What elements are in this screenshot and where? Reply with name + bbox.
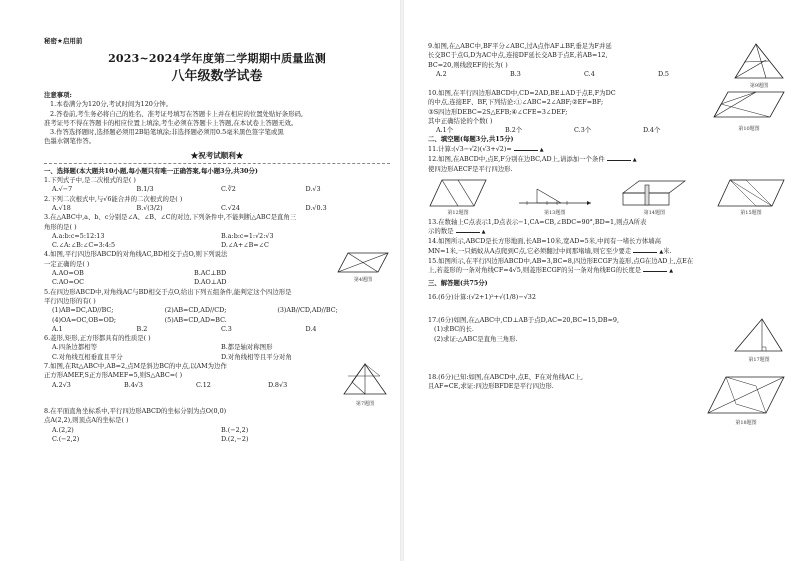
- parallelogram-ef-diagram: [428, 177, 488, 209]
- q3-options: [44, 241, 390, 250]
- altitude-triangle-diagram: [732, 316, 786, 356]
- option[interactable]: B.都是轴对称图形: [221, 343, 273, 352]
- q4-options: [44, 269, 336, 278]
- q7-row: [44, 362, 390, 407]
- option[interactable]: A.四条边都相等: [52, 343, 97, 352]
- figure-caption: 第12题图: [447, 209, 469, 216]
- notes-label: 注意事项:: [44, 91, 72, 99]
- option[interactable]: A.1个: [436, 126, 454, 135]
- answer-blank[interactable]: [607, 155, 631, 161]
- q1-text: 1.下列式子中,是二次根式的是( ): [44, 176, 136, 185]
- q10-figure: [712, 89, 786, 135]
- q7-figure: [340, 362, 390, 407]
- option[interactable]: A.2: [436, 69, 447, 78]
- q7-text-cont: 正方形AMEF,S正方形AMEF=5,则S△ABC=( ): [44, 371, 183, 380]
- q6-options: [44, 353, 390, 362]
- condition: (4)OA=OC,OB=OD;: [52, 315, 116, 324]
- q10-row: [428, 89, 786, 135]
- condition: (3)AB//CD,AD//BC;: [277, 306, 338, 315]
- wall-path-diagram: [621, 177, 687, 209]
- note-item: 3.作答选择题时,选择题必须用2B铅笔填涂;非选择题必须用0.5毫米黑色签字笔或黑: [50, 128, 284, 137]
- right-page: [404, 0, 794, 561]
- figure-strip: [428, 177, 786, 216]
- parallelogram-midpoint-diagram: [712, 89, 786, 125]
- option[interactable]: B.2: [136, 324, 148, 333]
- q5-conditions: [44, 306, 390, 315]
- q10-options: [428, 126, 712, 135]
- triangle-bisector-diagram: [732, 42, 786, 82]
- q13-text-cont: [428, 227, 786, 237]
- q5-options: [44, 325, 390, 334]
- option[interactable]: B.√(3/2): [136, 203, 163, 212]
- q15-text: 15.如图所示,在平行四边形ABCD中,AB=3,BC=8,四边形ECGF为菱形,点G在边AD上,点E在: [428, 256, 694, 265]
- q12-text: [428, 155, 786, 165]
- option[interactable]: B.4√3: [124, 380, 143, 389]
- triangle-icon: ▲: [632, 157, 637, 164]
- q3-options: [44, 232, 390, 241]
- q13-figure: [517, 177, 593, 216]
- q9-options: [428, 70, 732, 79]
- option[interactable]: B.3: [510, 69, 521, 78]
- q14-text-cont: [428, 247, 786, 257]
- q3-text: 3.在△ABC中,a、b、c分别是∠A、∠B、∠C的对边,下列条件中,不能判断△ABC是直角三: [44, 213, 297, 222]
- option[interactable]: C.3个: [574, 126, 592, 135]
- option[interactable]: D.√3: [305, 185, 321, 194]
- q15-figure: [716, 177, 786, 216]
- q4-row: [44, 250, 390, 287]
- option[interactable]: D.对角线相等且平分对角: [221, 352, 292, 361]
- triangle-icon: ▲: [659, 248, 664, 255]
- q7-text: 7.如图,在Rt△ABC中,AB=2,点M是斜边BC的中点,以AM为边作: [44, 362, 227, 371]
- figure-caption: 第15题图: [740, 209, 762, 216]
- figure-caption: 第10题图: [738, 126, 760, 132]
- section1-heading: 一、选择题(本大题共10小题,每小题只有唯一正确答案,每小题3分,共30分): [44, 166, 258, 175]
- q14-unit: 米.: [663, 246, 672, 255]
- option[interactable]: C.√24: [221, 203, 240, 212]
- q16-text: 16.(6分)计算:(√2+1)²+√(1/8)−√32: [428, 292, 536, 301]
- triangle-icon: ▲: [539, 146, 544, 153]
- q11-prompt: 11.计算:(√3−√2)(√3+√2)=: [428, 144, 512, 153]
- q17-text: 17.(6分)如图,在△ABC中,CD⊥AB于点D,AC=20,BC=15,DB=9,: [428, 316, 620, 325]
- option[interactable]: C.(−2,2): [52, 434, 80, 443]
- exam-subject: 八年级数学试卷: [171, 69, 263, 84]
- q11-text: [428, 145, 786, 155]
- option[interactable]: A.2√3: [52, 380, 71, 389]
- number-line-diagram: [517, 177, 593, 209]
- q9-text-cont: 长交BC于点G,D为AC中点,连接DF延长交AB于点E,若AB=12,: [428, 51, 608, 60]
- condition: (2)AB=CD,AD//CD;: [164, 306, 227, 315]
- section2-heading: 二、填空题(每题3分,共15分): [428, 135, 514, 144]
- q18-text: 18.(6分)已知:如图,在ABCD中,点E、F在对角线AC上,: [428, 373, 583, 382]
- answer-blank[interactable]: [643, 266, 667, 272]
- q17-part1: (1)求BC的长.: [434, 325, 474, 334]
- option[interactable]: D.AO⊥AD: [194, 278, 227, 287]
- triangle-icon: ▲: [669, 268, 674, 275]
- q9-text: 9.如图,在△ABC中,BF平分∠ABC,过A点作AF⊥BF,垂足为F并延: [428, 42, 612, 50]
- note-item: 2.答卷前,考生务必将自己的姓名、准考证号填写在答题卡上并在相应的位置处贴好条形码,: [50, 109, 304, 118]
- answer-blank[interactable]: [514, 145, 538, 151]
- option[interactable]: B.AC⊥BD: [194, 269, 227, 278]
- q2-options: [44, 204, 390, 213]
- option[interactable]: D.5: [658, 69, 669, 78]
- q4-figure: [336, 250, 390, 287]
- q2-text: 2.下列二次根式中,与√6能合并的二次根式的是( ): [44, 194, 183, 203]
- figure-caption: 第18题图: [735, 420, 757, 427]
- q17-part2: (2)求证:△ABC是直角三角形.: [434, 334, 518, 343]
- triangle-icon: ▲: [481, 228, 486, 235]
- q3-text-cont: 角形的是( ): [44, 222, 77, 231]
- note-item: 准考证号不得在答题卡的相应位置上填涂,考生必须在答题卡上答题,在本试卷上答题无效。: [44, 118, 298, 127]
- option[interactable]: D.4个: [643, 126, 661, 135]
- q12-prompt: 12.如图,在ABCD中,点E,F分别在边BC,AD上,请添加一个条件: [428, 155, 605, 164]
- option[interactable]: A.√18: [52, 203, 71, 212]
- option[interactable]: A.(2,2): [52, 425, 74, 434]
- q14-prompt: MN=1米,一只蚂蚁从A点爬到C点,它必须翻过中间那堵墙,则它至少要走: [428, 246, 632, 255]
- q5-conditions: [44, 316, 390, 325]
- option[interactable]: C.AO=OC: [52, 278, 85, 287]
- option[interactable]: A.√−7: [52, 185, 73, 194]
- q6-text: 6.菱形,矩形,正方形都具有的性质是( ): [44, 334, 151, 343]
- option[interactable]: C.3: [221, 324, 232, 333]
- parallelogram-diagram: [336, 250, 390, 276]
- secret-label: 秘密★启用前: [44, 37, 83, 45]
- option[interactable]: B.(−2,2): [221, 425, 249, 434]
- q8-text-cont: 点A(2,2),则顶点A的坐标是( ): [44, 416, 129, 425]
- q9-figure: [732, 42, 786, 89]
- q17-figure: [732, 316, 786, 363]
- figure-caption: 第13题图: [543, 209, 566, 216]
- right-triangle-square-diagram: [340, 362, 390, 400]
- q13-prompt: 示的数是: [428, 226, 454, 235]
- q8-options: [44, 426, 390, 435]
- q18-figure: [706, 373, 786, 426]
- q9-text-cont: BC=20,则线段EF的长为( ): [428, 60, 508, 69]
- option[interactable]: A.1: [52, 324, 63, 333]
- option[interactable]: D.∠A+∠B=∠C: [221, 241, 269, 250]
- q4-text: 4.如图,平行四边形ABCD的对角线AC,BD相交于点O,则下列说法: [44, 250, 228, 259]
- q8-text: 8.在平面直角坐标系中,平行四边形ABCD的坐标分别为点O(0,0): [44, 407, 227, 416]
- q12-text-cont: 使四边形AECF是平行四边形.: [428, 165, 513, 174]
- q18-text-cont: 且AF=CE,求证:四边形BFDE是平行四边形.: [428, 382, 554, 391]
- option[interactable]: D.4: [305, 324, 317, 333]
- option[interactable]: A.AO=OB: [52, 269, 84, 278]
- q15-text-cont: [428, 266, 786, 276]
- figure-caption: 第14题图: [643, 209, 665, 216]
- q1-options: [44, 185, 390, 194]
- q15-prompt: 上,若菱形的一条对角线CF=4√5,则菱形ECGF的另一条对角线EG的长度是: [428, 266, 642, 275]
- option[interactable]: C.对角线互相垂直且平分: [52, 352, 123, 361]
- condition: (5)AB=CD,AD=BC.: [164, 315, 227, 324]
- q5-text: 5.在四边形ABCD中,对角线AC与BD相交于点O,给出下列五组条件,能判定这个四边形是: [44, 287, 292, 296]
- figure-caption: 第7题图: [355, 401, 375, 408]
- q9-row: [428, 42, 786, 89]
- q10-text-cont: 的中点,连接EF、BF,下列结论:①∠ABC=2∠ABF;②EF=BF;: [428, 98, 604, 107]
- exam-title: 2023~2024学年度第二学期期中质量监测: [108, 52, 326, 65]
- good-luck-banner: ★祝考试顺利★: [44, 150, 390, 164]
- q14-figure: [621, 177, 687, 216]
- q14-text: 14.如图所示,ABCD是长方形地面,长AB=10米,宽AD=5米,中间有一堵长方体墙高: [428, 237, 662, 246]
- q6-options: [44, 343, 390, 352]
- q10-text-cont: ③S四边形DEBC=2S△EFB;④∠CFE=3∠DEF;: [428, 107, 568, 116]
- q7-options: [44, 381, 340, 390]
- condition: (1)AB=DC,AD//BC;: [52, 306, 114, 315]
- option[interactable]: D.8√3: [268, 380, 288, 389]
- q13-text: 13.在数轴上C点表示1,D点表示−1,CA=CB,∠BDC=90°,BD=1,则点A所表: [428, 217, 647, 226]
- rhombus-parallelogram-diagram: [716, 177, 786, 209]
- q12-figure: [428, 177, 488, 216]
- option[interactable]: C.∠A:∠B:∠C=3:4:5: [52, 241, 116, 250]
- section3-heading: 三、解答题(共75分): [428, 279, 488, 288]
- figure-caption: 第9题图: [749, 83, 769, 89]
- note-item: 1.本卷满分为120分,考试时间为120分钟。: [50, 100, 172, 109]
- q18-row: [428, 373, 786, 426]
- option[interactable]: B.a:b:c=1:√2:√3: [221, 231, 274, 240]
- q10-text: 10.如图,在平行四边形ABCD中,CD=2AD,BE⊥AD于点E,F为DC: [428, 89, 616, 97]
- answer-blank[interactable]: [633, 247, 657, 253]
- option[interactable]: B.2个: [505, 126, 523, 135]
- q4-options: [44, 278, 336, 287]
- q5-text-cont: 平行四边形的有( ): [44, 296, 96, 305]
- answer-blank[interactable]: [456, 227, 480, 233]
- figure-caption: 第4题图: [353, 277, 373, 284]
- parallelogram-diagonal-diagram: [706, 373, 786, 419]
- figure-caption: 第17题图: [748, 357, 770, 364]
- option[interactable]: C.12: [196, 380, 211, 389]
- q10-text-cont: 其中正确结论的个数( ): [428, 116, 493, 125]
- q4-text-cont: 一定正确的是( ): [44, 259, 90, 268]
- option[interactable]: D.√0.3: [305, 203, 327, 212]
- q17-row: [428, 316, 786, 363]
- q8-options: [44, 435, 390, 444]
- option[interactable]: C.4: [584, 69, 595, 78]
- option[interactable]: D.(2,−2): [221, 434, 249, 443]
- option[interactable]: B.1/3: [136, 185, 154, 194]
- option[interactable]: C.∛2: [221, 185, 236, 194]
- note-item: 色墨水钢笔作答。: [44, 137, 96, 146]
- option[interactable]: A.a:b:c=5:12:13: [52, 231, 105, 240]
